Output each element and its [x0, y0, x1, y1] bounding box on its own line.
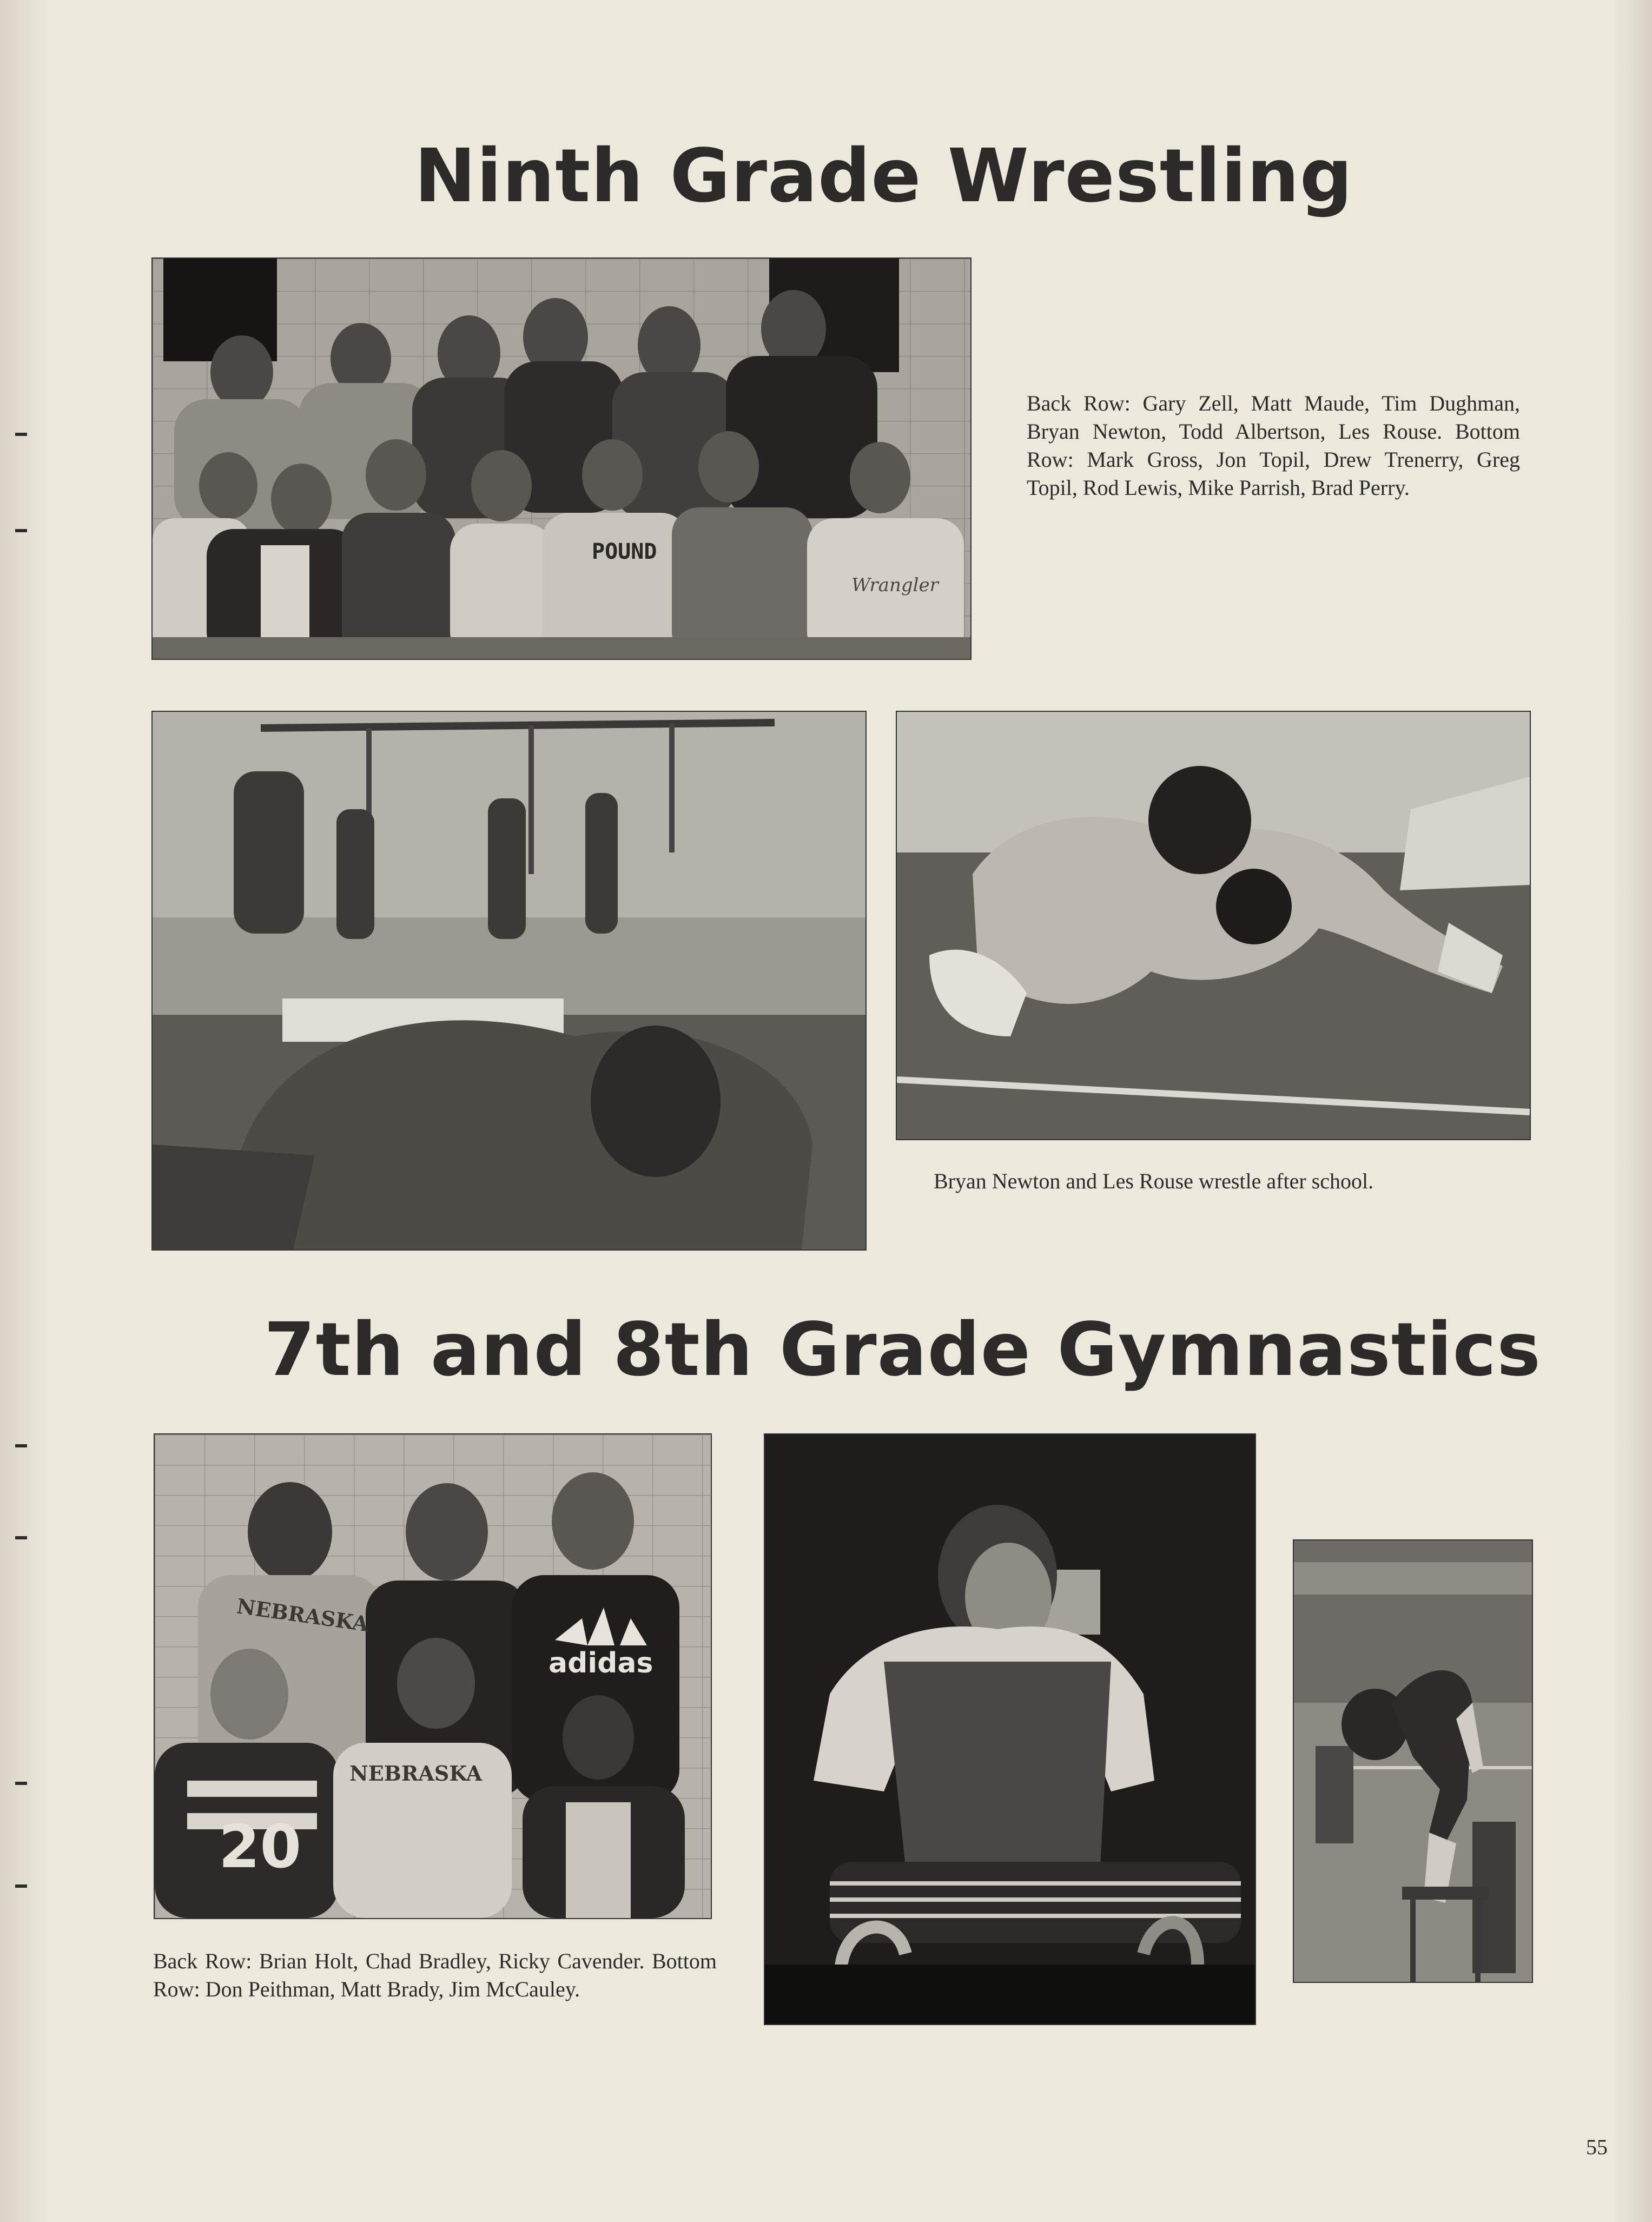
binding-mark — [15, 529, 27, 532]
wrestling-team-caption: Back Row: Gary Zell, Matt Maude, Tim Dughman, Bryan Newton, Todd Albertson, Les Rouse. Bottom Row: Mark Gross, Jon Topil, Drew Trenerry, Greg Topil, Rod Lewis, Mike Parrish, Brad Perry. — [1027, 391, 1520, 500]
shirt-text-nebraska: NEBRASKA — [349, 1761, 483, 1785]
shirt-text-pound: POUND — [592, 539, 657, 564]
pommel-horse-photo — [764, 1433, 1256, 2025]
section-heading-wrestling: Ninth Grade Wrestling — [414, 134, 1353, 219]
wrestling-team-photo — [151, 257, 972, 660]
binding-mark — [15, 1782, 27, 1785]
page-number: 55 — [1586, 2135, 1608, 2159]
gymnastics-team-photo — [154, 1433, 712, 1919]
shirt-text-wrangler: Wrangler — [851, 574, 939, 596]
shirt-text-adidas: adidas — [549, 1647, 653, 1679]
page-edge-shadow-left — [0, 0, 49, 2222]
section-heading-gymnastics: 7th and 8th Grade Gymnastics — [264, 1307, 1542, 1393]
gym-wrestling-photo — [151, 711, 867, 1251]
page-edge-shadow-right — [1614, 0, 1652, 2222]
gymnast-on-bars-photo — [1293, 1539, 1533, 1983]
shirt-text-nebraska: NEBRASKA — [235, 1593, 370, 1637]
binding-mark — [15, 1884, 27, 1888]
gymnastics-team-caption: Back Row: Brian Holt, Chad Bradley, Ricky Cavender. Bottom Row: Don Peithman, Matt Brady, Jim McCauley. — [153, 1949, 717, 2001]
wrestlers-on-mat-photo — [896, 711, 1531, 1140]
binding-mark — [15, 1444, 27, 1447]
binding-mark — [15, 1536, 27, 1539]
binding-mark — [15, 433, 27, 436]
jersey-number-text: 20 — [219, 1812, 302, 1881]
wrestle-after-school-caption: Bryan Newton and Les Rouse wrestle after school. — [934, 1169, 1374, 1193]
